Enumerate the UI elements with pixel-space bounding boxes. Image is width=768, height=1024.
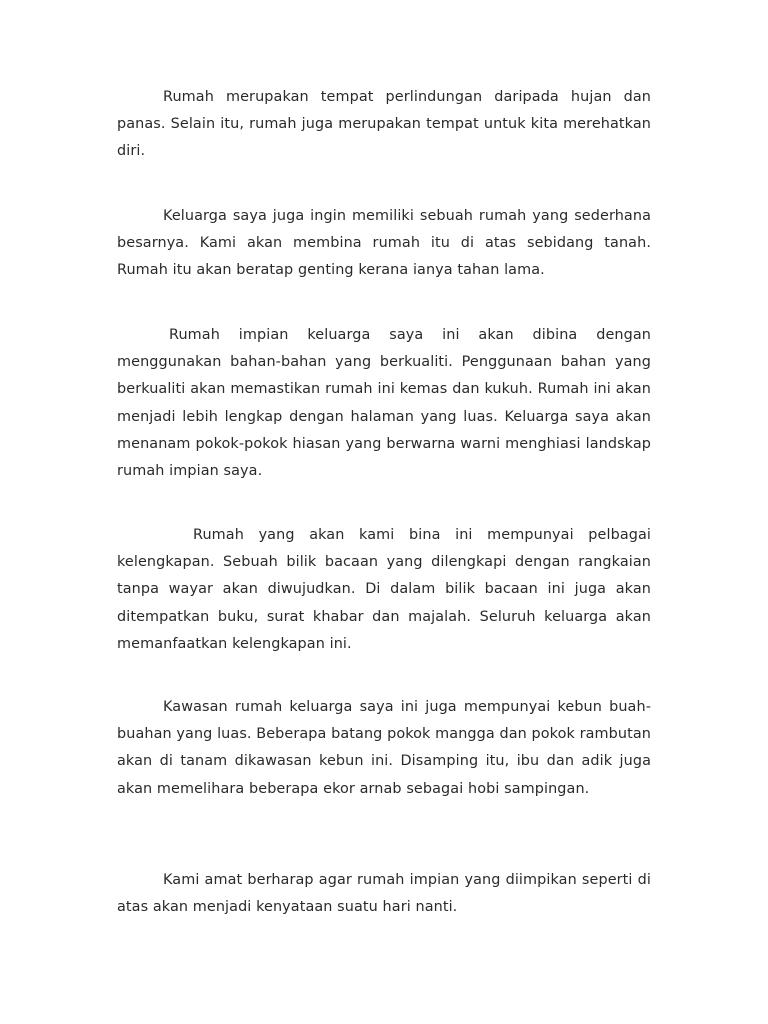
paragraph-1: Rumah merupakan tempat perlindungan daripada hujan dan panas. Selain itu, rumah juga merupakan tempat untuk kita merehatkan diri. xyxy=(117,89,651,160)
paragraph-5: Kawasan rumah keluarga saya ini juga mempunyai kebun buah-buahan yang luas. Beberapa batang pokok mangga dan pokok rambutan akan di tanam dikawasan kebun ini. Disamping itu, ibu dan adik juga akan memelihara beberapa ekor arnab sebagai hobi sampingan. xyxy=(117,699,651,797)
paragraph-3: Rumah impian keluarga saya ini akan dibina dengan menggunakan bahan-bahan yang berkualiti. Penggunaan bahan yang berkualiti akan memastikan rumah ini kemas dan kukuh. Rumah ini akan menjadi lebih lengkap dengan halaman yang luas. Keluarga saya akan menanam pokok-pokok hiasan yang berwarna warni menghiasi landskap rumah impian saya. xyxy=(117,327,651,480)
paragraph-4: Rumah yang akan kami bina ini mempunyai pelbagai kelengkapan. Sebuah bilik bacaan yang dilengkapi dengan rangkaian tanpa wayar akan diwujudkan. Di dalam bilik bacaan ini juga akan ditempatkan buku, surat khabar dan majalah. Seluruh keluarga akan memanfaatkan kelengkapan ini. xyxy=(117,527,651,652)
paragraph-6: Kami amat berharap agar rumah impian yang diimpikan seperti di atas akan menjadi kenyataan suatu hari nanti. xyxy=(117,872,651,916)
paragraph-2: Keluarga saya juga ingin memiliki sebuah rumah yang sederhana besarnya. Kami akan membina rumah itu di atas sebidang tanah. Rumah itu akan beratap genting kerana ianya tahan lama. xyxy=(117,208,651,279)
